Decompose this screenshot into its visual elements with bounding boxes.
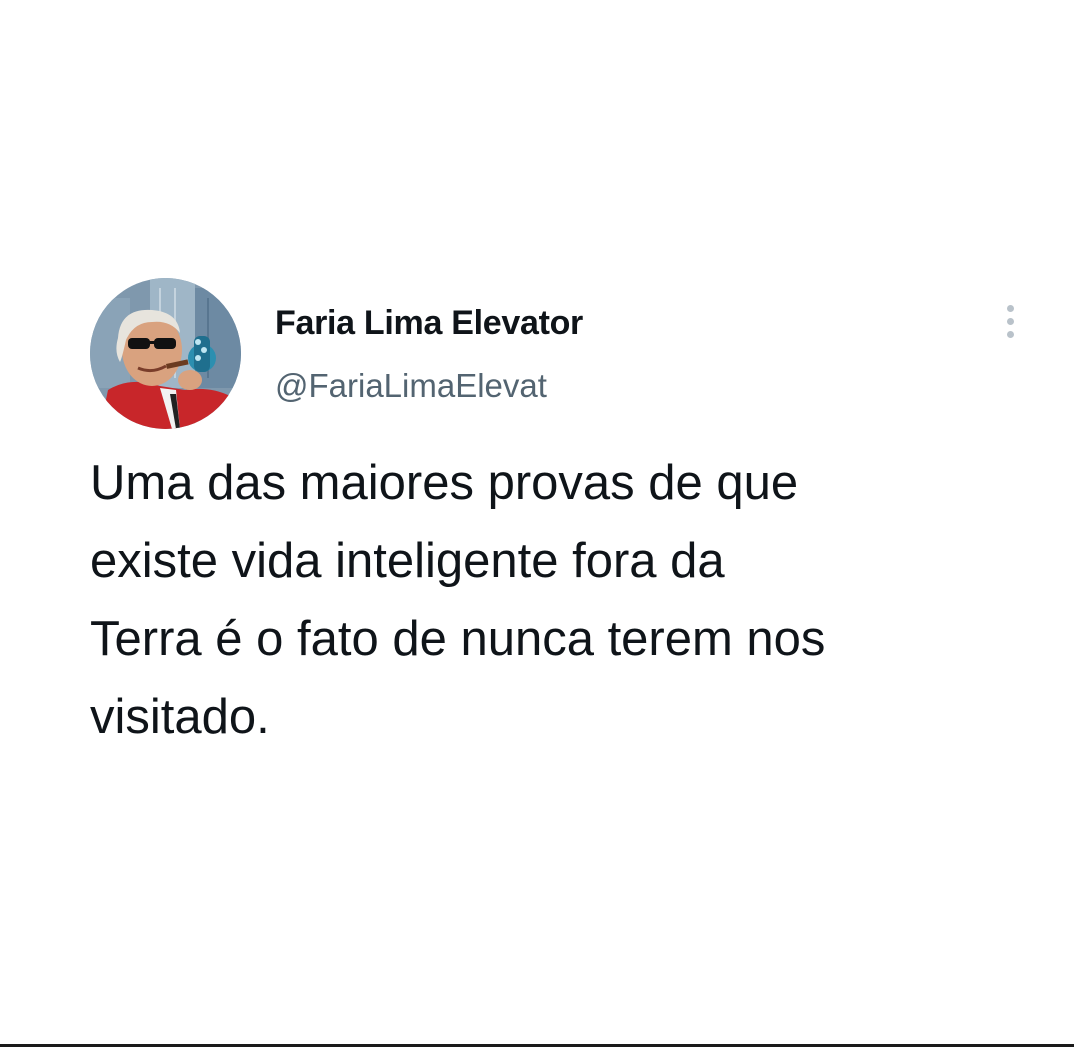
tweet-text: Uma das maiores provas de que existe vida inteligente fora da Terra é o fato de nunca terem nos visitado. — [90, 456, 826, 744]
tweet-header — [90, 278, 1050, 438]
more-vertical-icon[interactable] — [1000, 305, 1020, 345]
tweet-card — [90, 278, 1050, 744]
author-handle[interactable]: @FariaLimaElevat — [275, 367, 547, 404]
cartoon-man-avatar-icon — [90, 278, 241, 429]
avatar[interactable] — [90, 278, 241, 429]
author-name[interactable]: Faria Lima Elevator — [275, 304, 583, 342]
divider — [0, 1044, 1074, 1047]
